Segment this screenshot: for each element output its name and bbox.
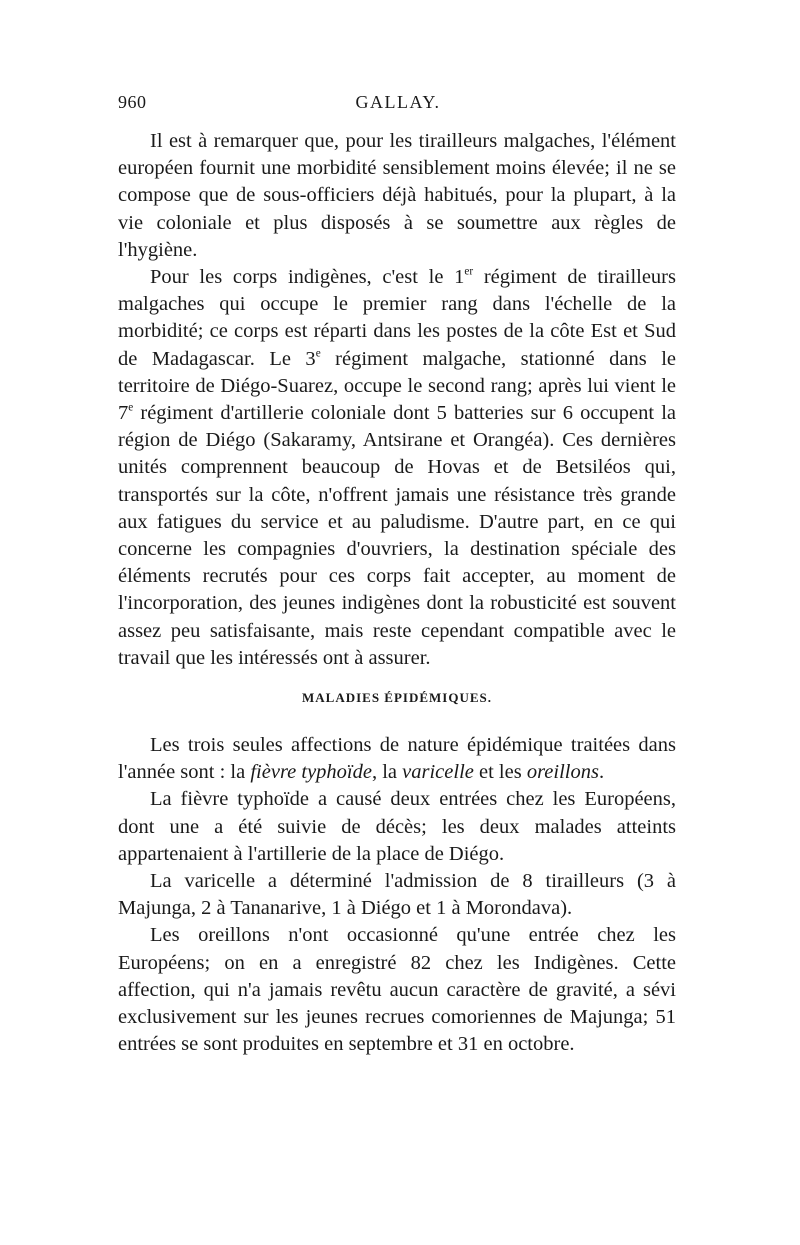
italic-term: fièvre typhoïde xyxy=(250,761,372,784)
text-run: . xyxy=(598,761,605,784)
running-head: GALLAY. xyxy=(355,92,441,112)
text-run: régiment de tirailleurs malgaches qui occupe le premier rang dans l'échelle de la morbidité; ce corps est réparti dans les postes de la côte Est et Sud de Madagascar. Le 3 xyxy=(118,266,676,370)
text-run: et les xyxy=(473,761,527,784)
page-header xyxy=(118,92,678,116)
text-run: , la xyxy=(371,761,403,784)
text-run: régiment d'artillerie coloniale dont 5 batteries sur 6 occupent la région de Diégo (Sakaramy, Antsirane et Orangéa). Ces dernières unités comprennent beaucoup de Hovas et de Betsiléos qui, transportés sur la côte, n'offrent jamais une résistance très grande aux fatigues du service et au paludisme. D'autre part, en ce qui concerne les compagnies d'ouvriers, la destination spéciale des éléments recrutés pour ces corps fait accepter, au moment de l'incorporation, des jeunes indigènes dont la robusticité est souvent assez peu satisfaisante, mais reste cependant compatible avec le travail que les intéressés ont à assurer. xyxy=(118,402,676,669)
ordinal-superscript: er xyxy=(464,265,474,278)
paragraph-affections-epidemiques xyxy=(118,732,676,786)
body-text-upper xyxy=(118,128,676,672)
text-run: Pour les corps indigènes, c'est le 1 xyxy=(150,266,465,289)
paragraph-oreillons: Les oreillons n'ont occasionné qu'une entrée chez les Européens; on en a enregistré 82 chez les Indigènes. Cette affection, qui n'a jamais revêtu aucun caractère de gravité, a sévi exclusivement sur les jeunes recrues comoriennes de Majunga; 51 entrées se sont produites en septembre et 31 en octobre. xyxy=(118,924,676,1056)
text-run: régiment malgache, stationné dans le territoire de Diégo-Suarez, occupe le second rang; après lui vient le 7 xyxy=(118,347,677,425)
page-number: 960 xyxy=(118,92,147,112)
body-text-lower xyxy=(118,732,676,1058)
ordinal-superscript: e xyxy=(128,401,134,414)
paragraph-fievre-typhoide: La fièvre typhoïde a causé deux entrées chez les Européens, dont une a été suivie de décès; les deux malades atteints appartenaient à l'artillerie de la place de Diégo. xyxy=(118,788,676,865)
italic-term: varicelle xyxy=(402,761,474,784)
italic-term: oreillons xyxy=(526,761,599,784)
paragraph-corps-indigenes xyxy=(118,264,676,672)
ordinal-superscript: e xyxy=(315,347,321,360)
paragraph-varicelle: La varicelle a déterminé l'admission de 8 tirailleurs (3 à Majunga, 2 à Tananarive, 1 à Diégo et 1 à Morondava). xyxy=(118,870,676,920)
section-heading: MALADIES ÉPIDÉMIQUES. xyxy=(301,690,493,705)
paragraph-tirailleurs-malgaches: Il est à remarquer que, pour les tirailleurs malgaches, l'élément européen fournit une morbidité sensiblement moins élevée; il ne se compose que de sous-officiers déjà habitués, pour la plupart, à la vie coloniale et plus disposés à se soumettre aux règles de l'hygiène. xyxy=(118,130,676,261)
text-run: Les trois seules affections de nature épidémique traitées dans l'année sont : la xyxy=(118,734,676,784)
